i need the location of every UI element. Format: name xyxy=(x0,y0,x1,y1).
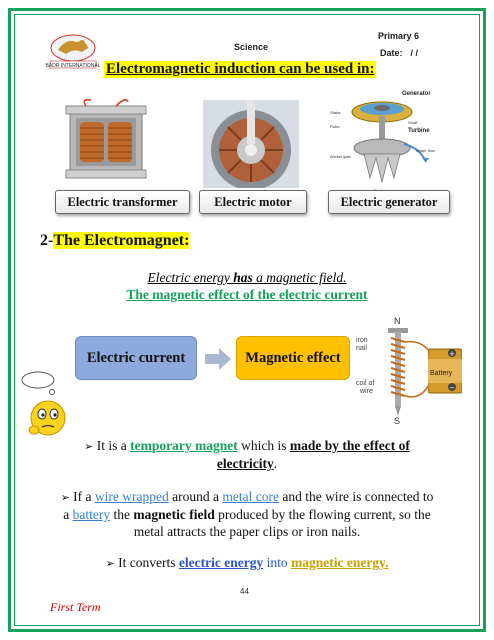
b2-j: produced by the flowing current, so the xyxy=(214,507,431,522)
subject-label: Science xyxy=(234,42,269,52)
b2-k: metal attracts the paper clips or iron nails. xyxy=(133,524,361,539)
statement-line-2: The magnetic effect of the electric current xyxy=(126,287,368,302)
grade-label: Primary 6 xyxy=(378,31,420,41)
date-label: Date: xyxy=(380,48,403,58)
bullet-arrow-icon: ➢ xyxy=(84,440,94,453)
caption-generator: Electric generator xyxy=(328,190,450,214)
bullet-wire-wrapped xyxy=(0,488,494,540)
bullet-temporary-magnet xyxy=(0,437,494,472)
right-arrow-icon xyxy=(205,348,231,370)
label-stator: Stator xyxy=(330,110,341,115)
coil-label-2: wire xyxy=(360,388,373,395)
b3-d: magnetic energy xyxy=(290,555,386,570)
thinking-face-icon xyxy=(18,370,82,440)
page-number: 44 xyxy=(240,587,249,596)
section-title: The Electromagnet: xyxy=(53,232,190,249)
b1-b: temporary magnet xyxy=(130,438,238,453)
page-title: Electromagnetic induction can be used in: xyxy=(106,61,375,77)
label-wicket-gate: Wicket gate xyxy=(330,154,351,159)
b3-b: electric energy xyxy=(178,555,264,570)
iron-label-2: nail xyxy=(356,345,367,352)
magnetic-effect-box: Magnetic effect xyxy=(236,336,350,380)
coil-label-1: coil of xyxy=(356,380,375,387)
b2-c: around a xyxy=(168,489,223,504)
bullet-arrow-icon: ➢ xyxy=(60,491,70,504)
term-label: First Term xyxy=(50,600,101,614)
bullet-arrow-icon: ➢ xyxy=(105,557,115,570)
date-value: / / xyxy=(410,48,419,58)
line1-part-b: has xyxy=(233,270,253,285)
school-logo xyxy=(42,30,104,70)
battery-icon xyxy=(428,345,462,397)
electric-current-box: Electric current xyxy=(75,336,197,380)
b3-a: It converts xyxy=(118,555,179,570)
generator-image xyxy=(330,88,440,194)
battery-label: Battery xyxy=(430,370,453,377)
date-field xyxy=(380,48,418,58)
b1-a: It is a xyxy=(96,438,131,453)
electromagnet-diagram xyxy=(352,316,428,426)
plus-label: + xyxy=(449,350,455,358)
b1-c: which is xyxy=(237,438,290,453)
south-label: S xyxy=(394,416,401,426)
iron-label-1: iron xyxy=(356,337,368,344)
b2-a: If a xyxy=(73,489,95,504)
b2-b: wire wrapped xyxy=(94,489,169,504)
caption-transformer: Electric transformer xyxy=(55,190,190,214)
label-water-flow: Water flow xyxy=(416,148,435,153)
b2-f: a xyxy=(63,507,73,522)
minus-label: − xyxy=(449,384,455,392)
b2-i: magnetic field xyxy=(133,507,215,522)
b1-f: . xyxy=(273,456,278,471)
b3-e: . xyxy=(385,555,389,570)
bullet-converts-energy xyxy=(0,554,494,572)
b2-e: and the wire is connected to xyxy=(278,489,434,504)
line1-part-a: Electric energy xyxy=(147,270,234,285)
b2-h: the xyxy=(110,507,134,522)
label-generator: Generator xyxy=(402,91,431,97)
label-shaft: Shaft xyxy=(408,120,418,125)
b1-e: electricity xyxy=(216,456,274,471)
b2-g: battery xyxy=(72,507,111,522)
b3-c: into xyxy=(263,555,291,570)
section-number: 2- xyxy=(40,232,54,249)
north-label: N xyxy=(394,316,401,326)
line1-part-c: a magnetic field. xyxy=(252,270,347,285)
b1-d: made by the effect of xyxy=(289,438,410,453)
b2-d: metal core xyxy=(222,489,279,504)
caption-motor: Electric motor xyxy=(199,190,307,214)
motor-image xyxy=(203,100,299,188)
section-heading xyxy=(40,232,189,250)
transformer-image xyxy=(56,96,156,186)
label-rotor: Rotor xyxy=(330,124,340,129)
logo-text: BADR INTERNATIONAL xyxy=(45,63,101,69)
statement-line-1 xyxy=(0,270,494,286)
label-turbine: Turbine xyxy=(408,128,430,134)
